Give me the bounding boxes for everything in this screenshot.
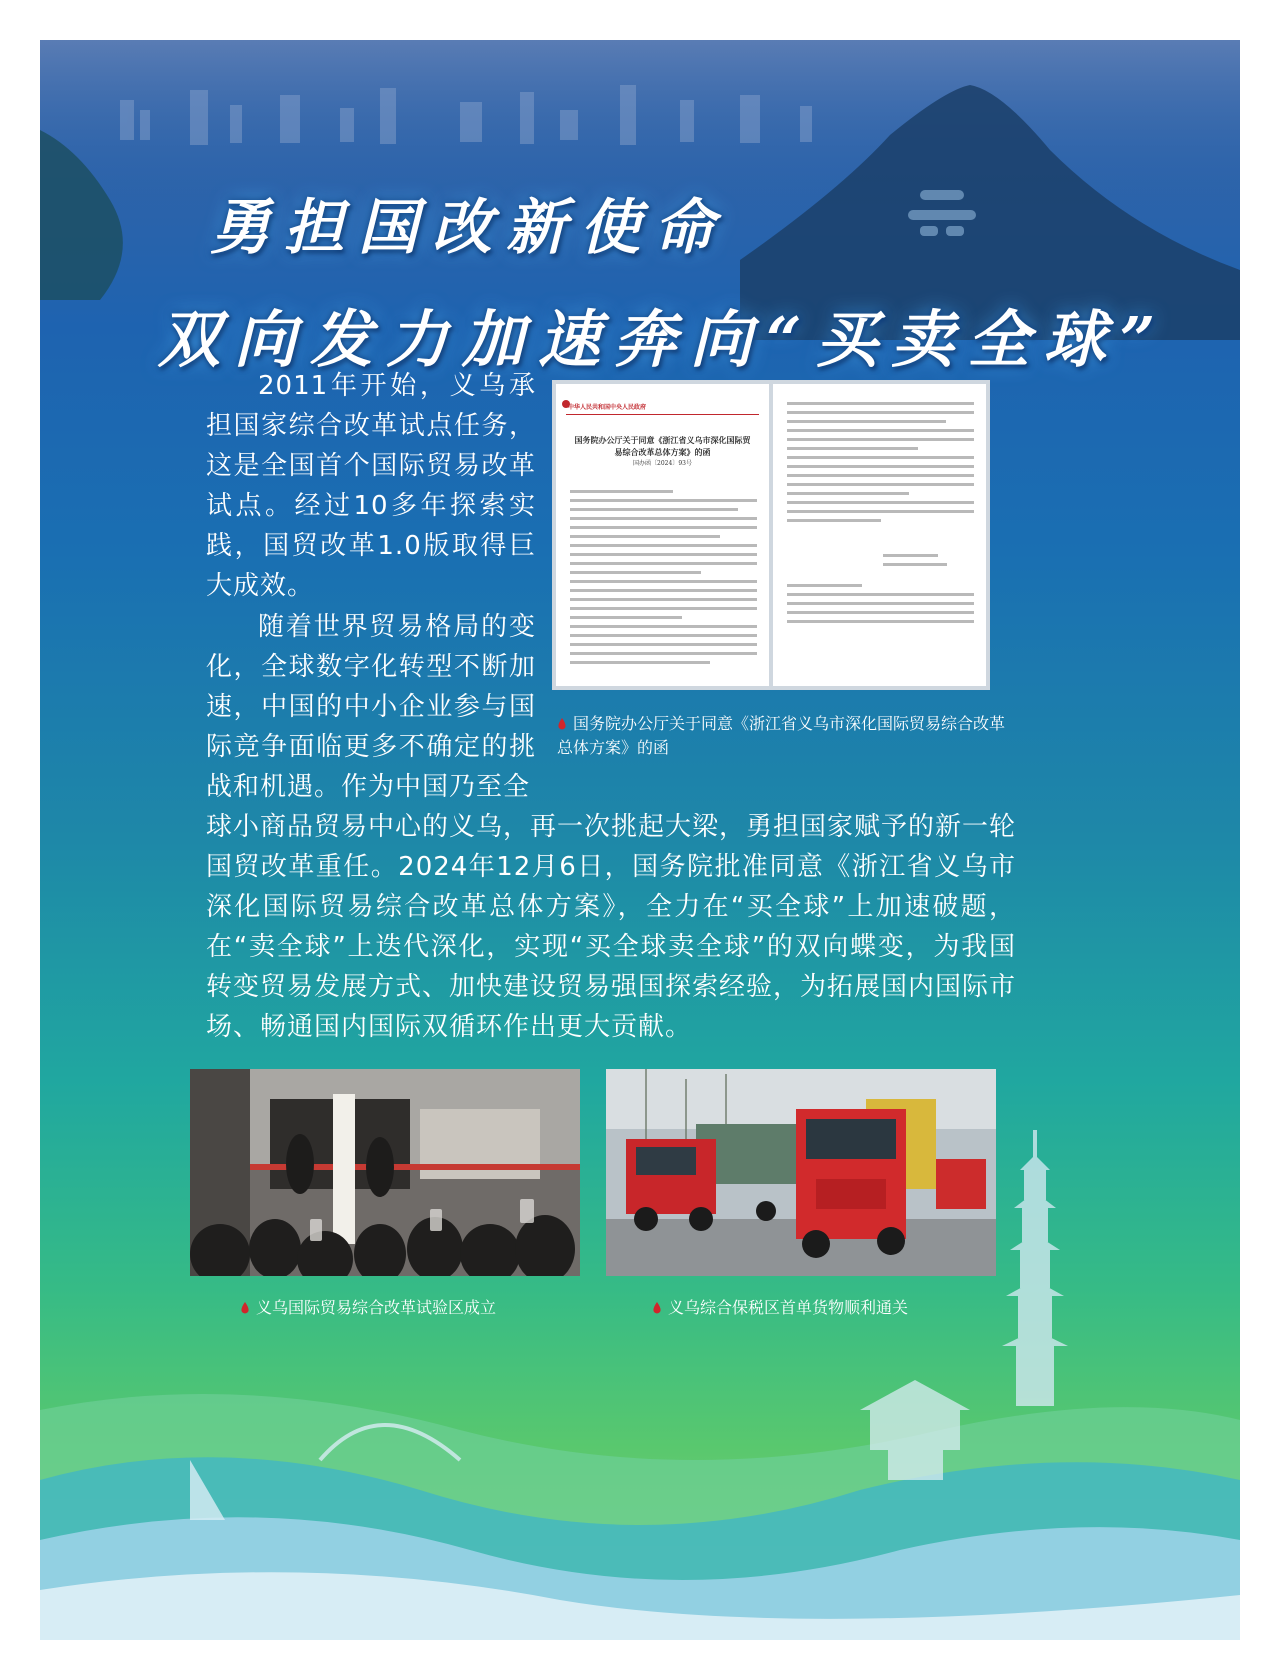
document-divider — [566, 414, 759, 415]
document-page-1 — [556, 384, 769, 686]
trucks-caption-text: 义乌综合保税区首单货物顺利通关 — [668, 1298, 909, 1317]
document-image — [552, 380, 990, 690]
ceremony-photo — [190, 1069, 580, 1276]
document-body-lines — [570, 490, 757, 670]
pagoda-icon — [1000, 1130, 1070, 1450]
trucks-photo-caption — [652, 1296, 992, 1320]
title-line-1: 勇担国改新使命 — [210, 193, 728, 263]
document-footer-table — [787, 584, 974, 629]
document-number: 国办函〔2024〕93号 — [633, 460, 692, 467]
document-caption-text: 国务院办公厅关于同意《浙江省义乌市深化国际贸易综合改革总体方案》的函 — [557, 714, 1006, 757]
document-signature-lines — [883, 554, 974, 572]
document-title-text: 国务院办公厅关于同意《浙江省义乌市深化国际贸易综合改革总体方案》的函 — [574, 435, 751, 457]
document-page-2 — [773, 384, 986, 686]
document-title — [574, 434, 751, 470]
document-body-lines — [787, 402, 974, 528]
drop-bullet-icon — [652, 1302, 662, 1314]
trucks-photo — [606, 1069, 996, 1276]
poster — [40, 40, 1240, 1640]
document-header: 中华人民共和国中央人民政府 — [568, 404, 647, 411]
ceremony-caption-text: 义乌国际贸易综合改革试验区成立 — [256, 1298, 497, 1317]
title-line-2: 双向发力加速奔向“买卖全球” — [158, 303, 1170, 376]
ceremony-photo-caption — [240, 1296, 620, 1320]
paragraph-3: 球小商品贸易中心的义乌，再一次挑起大梁，勇担国家赋予的新一轮国贸改革重任。2024年12月6日，国务院批准同意《浙江省义乌市深化国际贸易综合改革总体方案》，全力在“买全球”上加速破题，在“卖全球”上迭代深化，实现“买全球卖全球”的双向蝶变，为我国转变贸易发展方式、加快建设贸易强国探索经验，为拓展国内国际市场、畅通国内国际双循环作出更大贡献。 — [206, 812, 1017, 1042]
paragraph-1: 2011年开始，义乌承担国家综合改革试点任务，这是全国首个国际贸易改革试点。经过10多年探索实践，国贸改革1.0版取得巨大成效。 — [206, 371, 536, 601]
drop-bullet-icon — [557, 718, 567, 730]
drop-bullet-icon — [240, 1302, 250, 1314]
paragraph-2: 随着世界贸易格局的变化，全球数字化转型不断加速，中国的中小企业参与国际竞争面临更多不确定的挑战和机遇。作为中国乃至全 — [206, 612, 536, 802]
document-caption — [557, 712, 1007, 760]
